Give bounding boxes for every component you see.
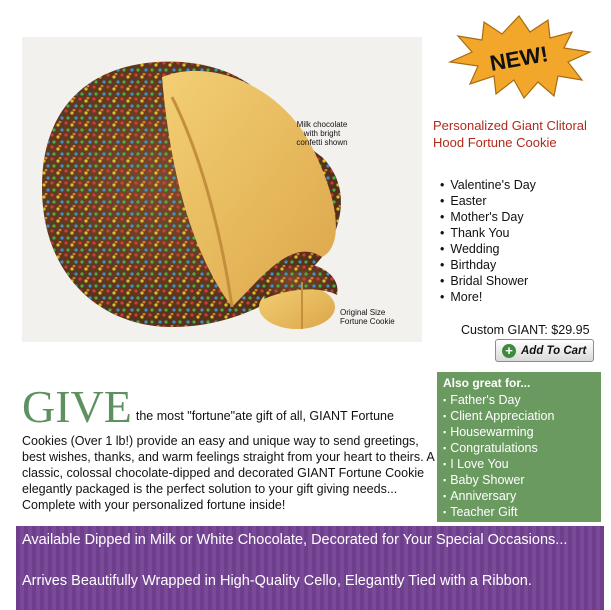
- list-item: • Easter: [440, 193, 536, 209]
- product-description: [22, 382, 434, 513]
- list-item: • Wedding: [440, 241, 536, 257]
- also-great-list: [443, 392, 595, 520]
- price-label: Custom GIANT: $29.95: [461, 323, 590, 337]
- original-size-note: Original Size Fortune Cookie: [340, 308, 395, 326]
- list-item: ▪ Housewarming: [443, 424, 595, 440]
- list-item: ▪ Teacher Gift: [443, 504, 595, 520]
- description-lead: the most "fortune"ate gift of all, GIANT Fortune: [135, 409, 394, 423]
- also-great-heading: Also great for...: [443, 376, 531, 390]
- product-title: Personalized Giant Clitoral Hood Fortune Cookie: [433, 118, 587, 150]
- fortune-cookie-image: [22, 37, 422, 342]
- list-item: ▪ Father's Day: [443, 392, 595, 408]
- add-to-cart-button[interactable]: [495, 339, 594, 362]
- promo-line-chocolate: Available Dipped in Milk or White Chocolate, Decorated for Your Special Occasions...: [22, 532, 568, 548]
- new-badge-text: NEW!: [487, 41, 550, 76]
- list-item: • Valentine's Day: [440, 177, 536, 193]
- product-photo: [22, 37, 422, 342]
- list-item: • Thank You: [440, 225, 536, 241]
- list-item: ▪ I Love You: [443, 456, 595, 472]
- list-item: • More!: [440, 289, 536, 305]
- new-badge: [444, 14, 594, 100]
- add-to-cart-label: Add To Cart: [521, 344, 587, 357]
- list-item: • Mother's Day: [440, 209, 536, 225]
- list-item: ▪ Client Appreciation: [443, 408, 595, 424]
- promo-line-wrapping: Arrives Beautifully Wrapped in High-Quality Cello, Elegantly Tied with a Ribbon.: [22, 573, 532, 589]
- plus-icon: +: [502, 344, 516, 358]
- give-heading: GIVE: [22, 381, 132, 432]
- list-item: • Birthday: [440, 257, 536, 273]
- list-item: ▪ Anniversary: [443, 488, 595, 504]
- list-item: ▪ Baby Shower: [443, 472, 595, 488]
- milk-chocolate-note: Milk chocolate with bright confetti shown: [296, 120, 348, 147]
- promo-band: [16, 526, 604, 610]
- list-item: • Bridal Shower: [440, 273, 536, 289]
- also-great-box: [437, 372, 601, 522]
- description-body: Cookies (Over 1 lb!) provide an easy and unique way to send greetings, best wishes, thanks, and warm feelings straight from your heart to theirs. A classic, colossal chocolate-dipped and decorated GIANT Fortune Cookie elegantly packaged is the perfect solution to your gift giving needs... Complete with your personalized fortune inside!: [22, 434, 434, 512]
- list-item: ▪ Congratulations: [443, 440, 595, 456]
- occasions-list: [440, 177, 536, 305]
